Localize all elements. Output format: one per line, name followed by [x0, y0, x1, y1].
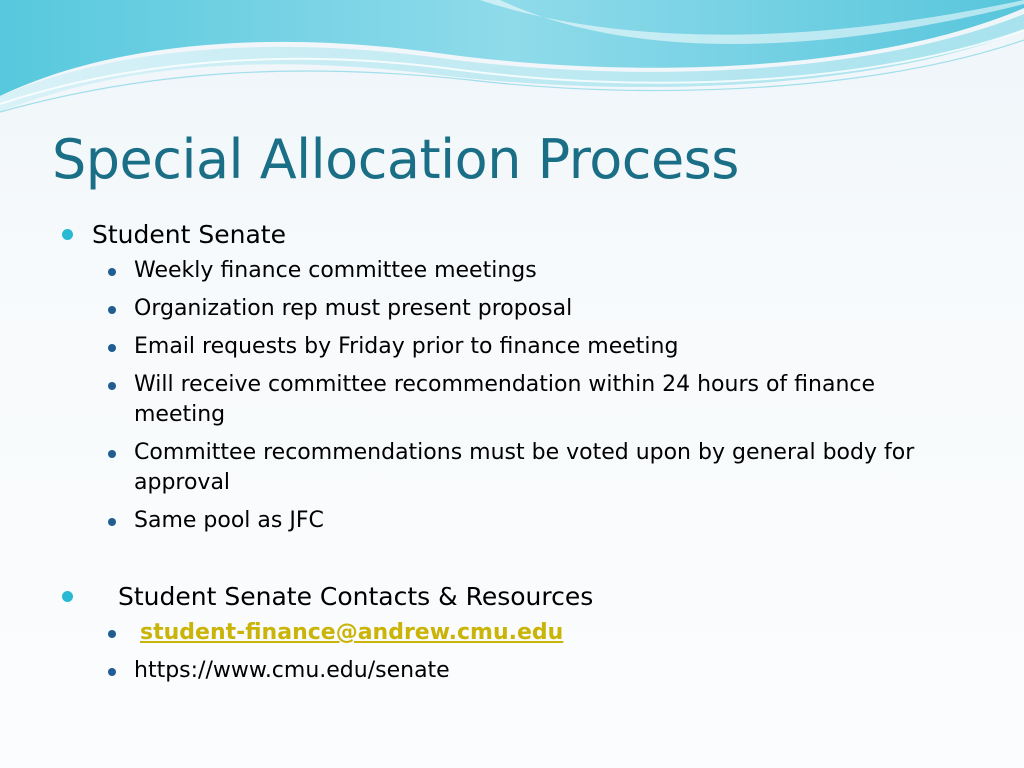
section-label: Student Senate Contacts & Resources — [118, 582, 594, 611]
list-item — [60, 656, 960, 686]
section-contacts-resources — [60, 580, 960, 614]
section-label: Student Senate — [92, 220, 286, 249]
list-item — [60, 294, 960, 324]
slide-title: Special Allocation Process — [52, 128, 739, 191]
section-student-senate — [60, 218, 960, 252]
bullet-icon — [108, 518, 116, 526]
list-item — [60, 438, 960, 498]
decorative-wave-banner — [0, 0, 1024, 130]
list-item-text: Organization rep must present proposal — [134, 296, 573, 321]
bullet-icon — [108, 306, 116, 314]
senate-url-text: https://www.cmu.edu/senate — [134, 658, 450, 683]
slide-content — [60, 218, 960, 694]
list-item-text: Will receive committee recommendation within 24 hours of finance meeting — [134, 372, 876, 427]
list-item-text: Weekly finance committee meetings — [134, 258, 537, 283]
bullet-icon — [108, 344, 116, 352]
list-item-text: Email requests by Friday prior to finance meeting — [134, 334, 679, 359]
student-senate-list — [60, 256, 960, 536]
bullet-icon — [108, 450, 116, 458]
bullet-icon — [108, 382, 116, 390]
email-link[interactable]: student-finance@andrew.cmu.edu — [140, 620, 564, 645]
list-item — [60, 332, 960, 362]
bullet-icon — [62, 229, 73, 240]
list-item-text: Committee recommendations must be voted upon by general body for approval — [134, 440, 915, 495]
bullet-icon — [108, 668, 116, 676]
list-item — [60, 618, 960, 648]
list-item-text: Same pool as JFC — [134, 508, 324, 533]
contacts-list — [60, 618, 960, 686]
list-item — [60, 256, 960, 286]
list-item — [60, 370, 960, 430]
list-item — [60, 506, 960, 536]
bullet-icon — [108, 268, 116, 276]
bullet-icon — [108, 630, 116, 638]
bullet-icon — [62, 591, 73, 602]
